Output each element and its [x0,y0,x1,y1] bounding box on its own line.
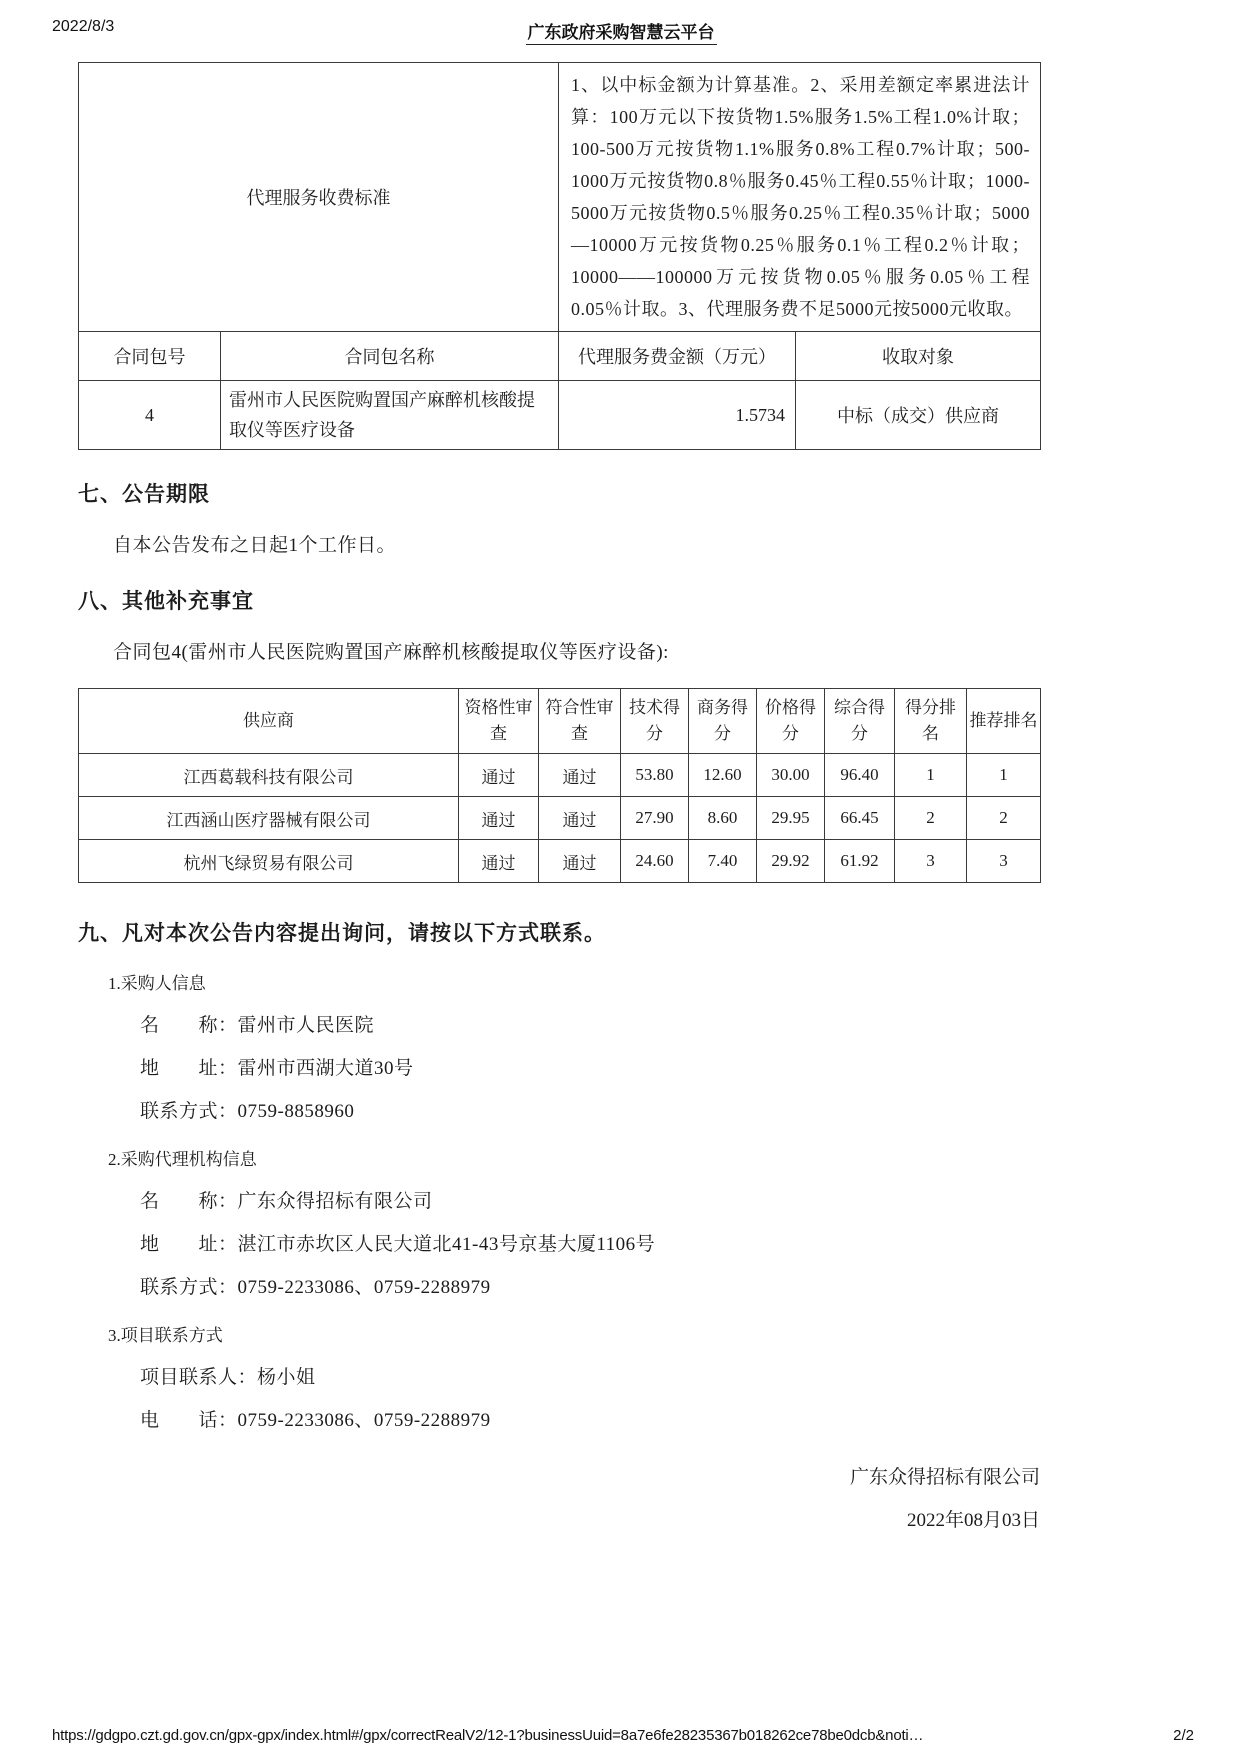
contract-header-row [79,332,1041,381]
purchaser-address-line: 地 址：雷州市西湖大道30号 [140,1058,414,1079]
page-header-title: 广东政府采购智慧云平台 [0,18,1242,43]
section-8-intro: 合同包4(雷州市人民医院购置国产麻醉机核酸提取仪等医疗设备): [113,642,669,663]
project-contact-phone-line: 电 话：0759-2233086、0759-2288979 [140,1410,491,1431]
recommend-rank-cell: 3 [967,840,1041,883]
signature-block [78,1462,1040,1532]
column-header-package-name: 合同包名称 [221,332,559,381]
score-header-row [79,689,1041,754]
footer-url: https://gdgpo.czt.gd.gov.cn/gpx-gpx/index.html#/gpx/correctRealV2/12-1?businessUuid=8a7e6fe28235367b018262ce78be0dcb&noti… [52,1727,924,1744]
technical-score-cell: 27.90 [621,797,689,840]
score-row-1 [79,754,1041,797]
qualification-cell: 通过 [459,797,539,840]
footer-page-number: 2/2 [1173,1727,1194,1744]
total-score-cell: 66.45 [825,797,895,840]
column-header-qualification-review: 资格性审查 [459,689,539,754]
technical-score-cell: 53.80 [621,754,689,797]
print-header [0,0,1242,48]
print-footer [52,1727,1194,1744]
agency-contact-line: 联系方式：0759-2233086、0759-2288979 [140,1277,491,1298]
signature-date: 2022年08月03日 [906,1510,1040,1531]
project-contact-person-line: 项目联系人：杨小姐 [140,1367,316,1388]
package-name-cell: 雷州市人民医院购置国产麻醉机核酸提取仪等医疗设备 [221,381,559,450]
recommend-rank-cell: 2 [967,797,1041,840]
supplier-name-cell: 杭州飞绿贸易有限公司 [79,840,459,883]
agency-info-heading: 2.采购代理机构信息 [108,1150,257,1169]
score-row-2 [79,797,1041,840]
purchaser-contact-line: 联系方式：0759-8858960 [140,1101,355,1122]
header-date: 2022/8/3 [52,18,115,35]
document-content [78,62,1040,1432]
business-score-cell: 12.60 [689,754,757,797]
section-8-heading: 八、其他补充事宜 [78,589,254,613]
score-rank-cell: 1 [895,754,967,797]
agency-address-line: 地 址：湛江市赤坎区人民大道北41-43号京基大厦1106号 [140,1234,656,1255]
qualification-cell: 通过 [459,754,539,797]
qualification-cell: 通过 [459,840,539,883]
price-score-cell: 30.00 [757,754,825,797]
fee-standard-label: 代理服务收费标准 [79,63,559,332]
technical-score-cell: 24.60 [621,840,689,883]
fee-standard-text: 1、以中标金额为计算基准。2、采用差额定率累进法计算：100万元以下按货物1.5%服务1.5%工程1.0%计取；100-500万元按货物1.1%服务0.8%工程0.7%计取；500-1000万元按货物0.8％服务0.45％工程0.55％计取；1000-5000万元按货物0.5％服务0.25％工程0.35％计取；5000—10000万元按货物0.25％服务0.1％工程0.2％计取；10000——100000万元按货物0.05％服务0.05％工程0.05％计取。3、代理服务费不足5000元按5000元收取。 [559,63,1041,332]
purchaser-name-line: 名 称：雷州市人民医院 [140,1015,375,1036]
column-header-fee-target: 收取对象 [796,332,1041,381]
signature-company: 广东众得招标有限公司 [849,1467,1040,1488]
score-table [78,688,1041,883]
section-7-heading: 七、公告期限 [78,482,210,506]
supplier-name-cell: 江西葛载科技有限公司 [79,754,459,797]
column-header-technical-score: 技术得分 [621,689,689,754]
column-header-conformity-review: 符合性审查 [539,689,621,754]
price-score-cell: 29.95 [757,797,825,840]
score-rank-cell: 2 [895,797,967,840]
agency-name-line: 名 称：广东众得招标有限公司 [140,1191,433,1212]
column-header-business-score: 商务得分 [689,689,757,754]
column-header-recommend-rank: 推荐排名 [967,689,1041,754]
project-contact-heading: 3.项目联系方式 [108,1326,223,1345]
total-score-cell: 61.92 [825,840,895,883]
purchaser-info-heading: 1.采购人信息 [108,974,206,993]
price-score-cell: 29.92 [757,840,825,883]
column-header-fee-amount: 代理服务费金额（万元） [559,332,796,381]
column-header-score-rank: 得分排名 [895,689,967,754]
business-score-cell: 8.60 [689,797,757,840]
fee-contract-table [78,62,1041,450]
package-no-cell: 4 [79,381,221,450]
supplier-name-cell: 江西涵山医疗器械有限公司 [79,797,459,840]
section-9-heading: 九、凡对本次公告内容提出询问，请按以下方式联系。 [78,921,606,945]
conformity-cell: 通过 [539,754,621,797]
business-score-cell: 7.40 [689,840,757,883]
conformity-cell: 通过 [539,840,621,883]
column-header-total-score: 综合得分 [825,689,895,754]
column-header-package-no: 合同包号 [79,332,221,381]
score-rank-cell: 3 [895,840,967,883]
score-row-3 [79,840,1041,883]
fee-amount-cell: 1.5734 [559,381,796,450]
column-header-supplier: 供应商 [79,689,459,754]
conformity-cell: 通过 [539,797,621,840]
fee-standard-row [79,63,1041,332]
section-7-body: 自本公告发布之日起1个工作日。 [113,535,397,556]
fee-target-cell: 中标（成交）供应商 [796,381,1041,450]
contract-data-row [79,381,1041,450]
column-header-price-score: 价格得分 [757,689,825,754]
recommend-rank-cell: 1 [967,754,1041,797]
total-score-cell: 96.40 [825,754,895,797]
